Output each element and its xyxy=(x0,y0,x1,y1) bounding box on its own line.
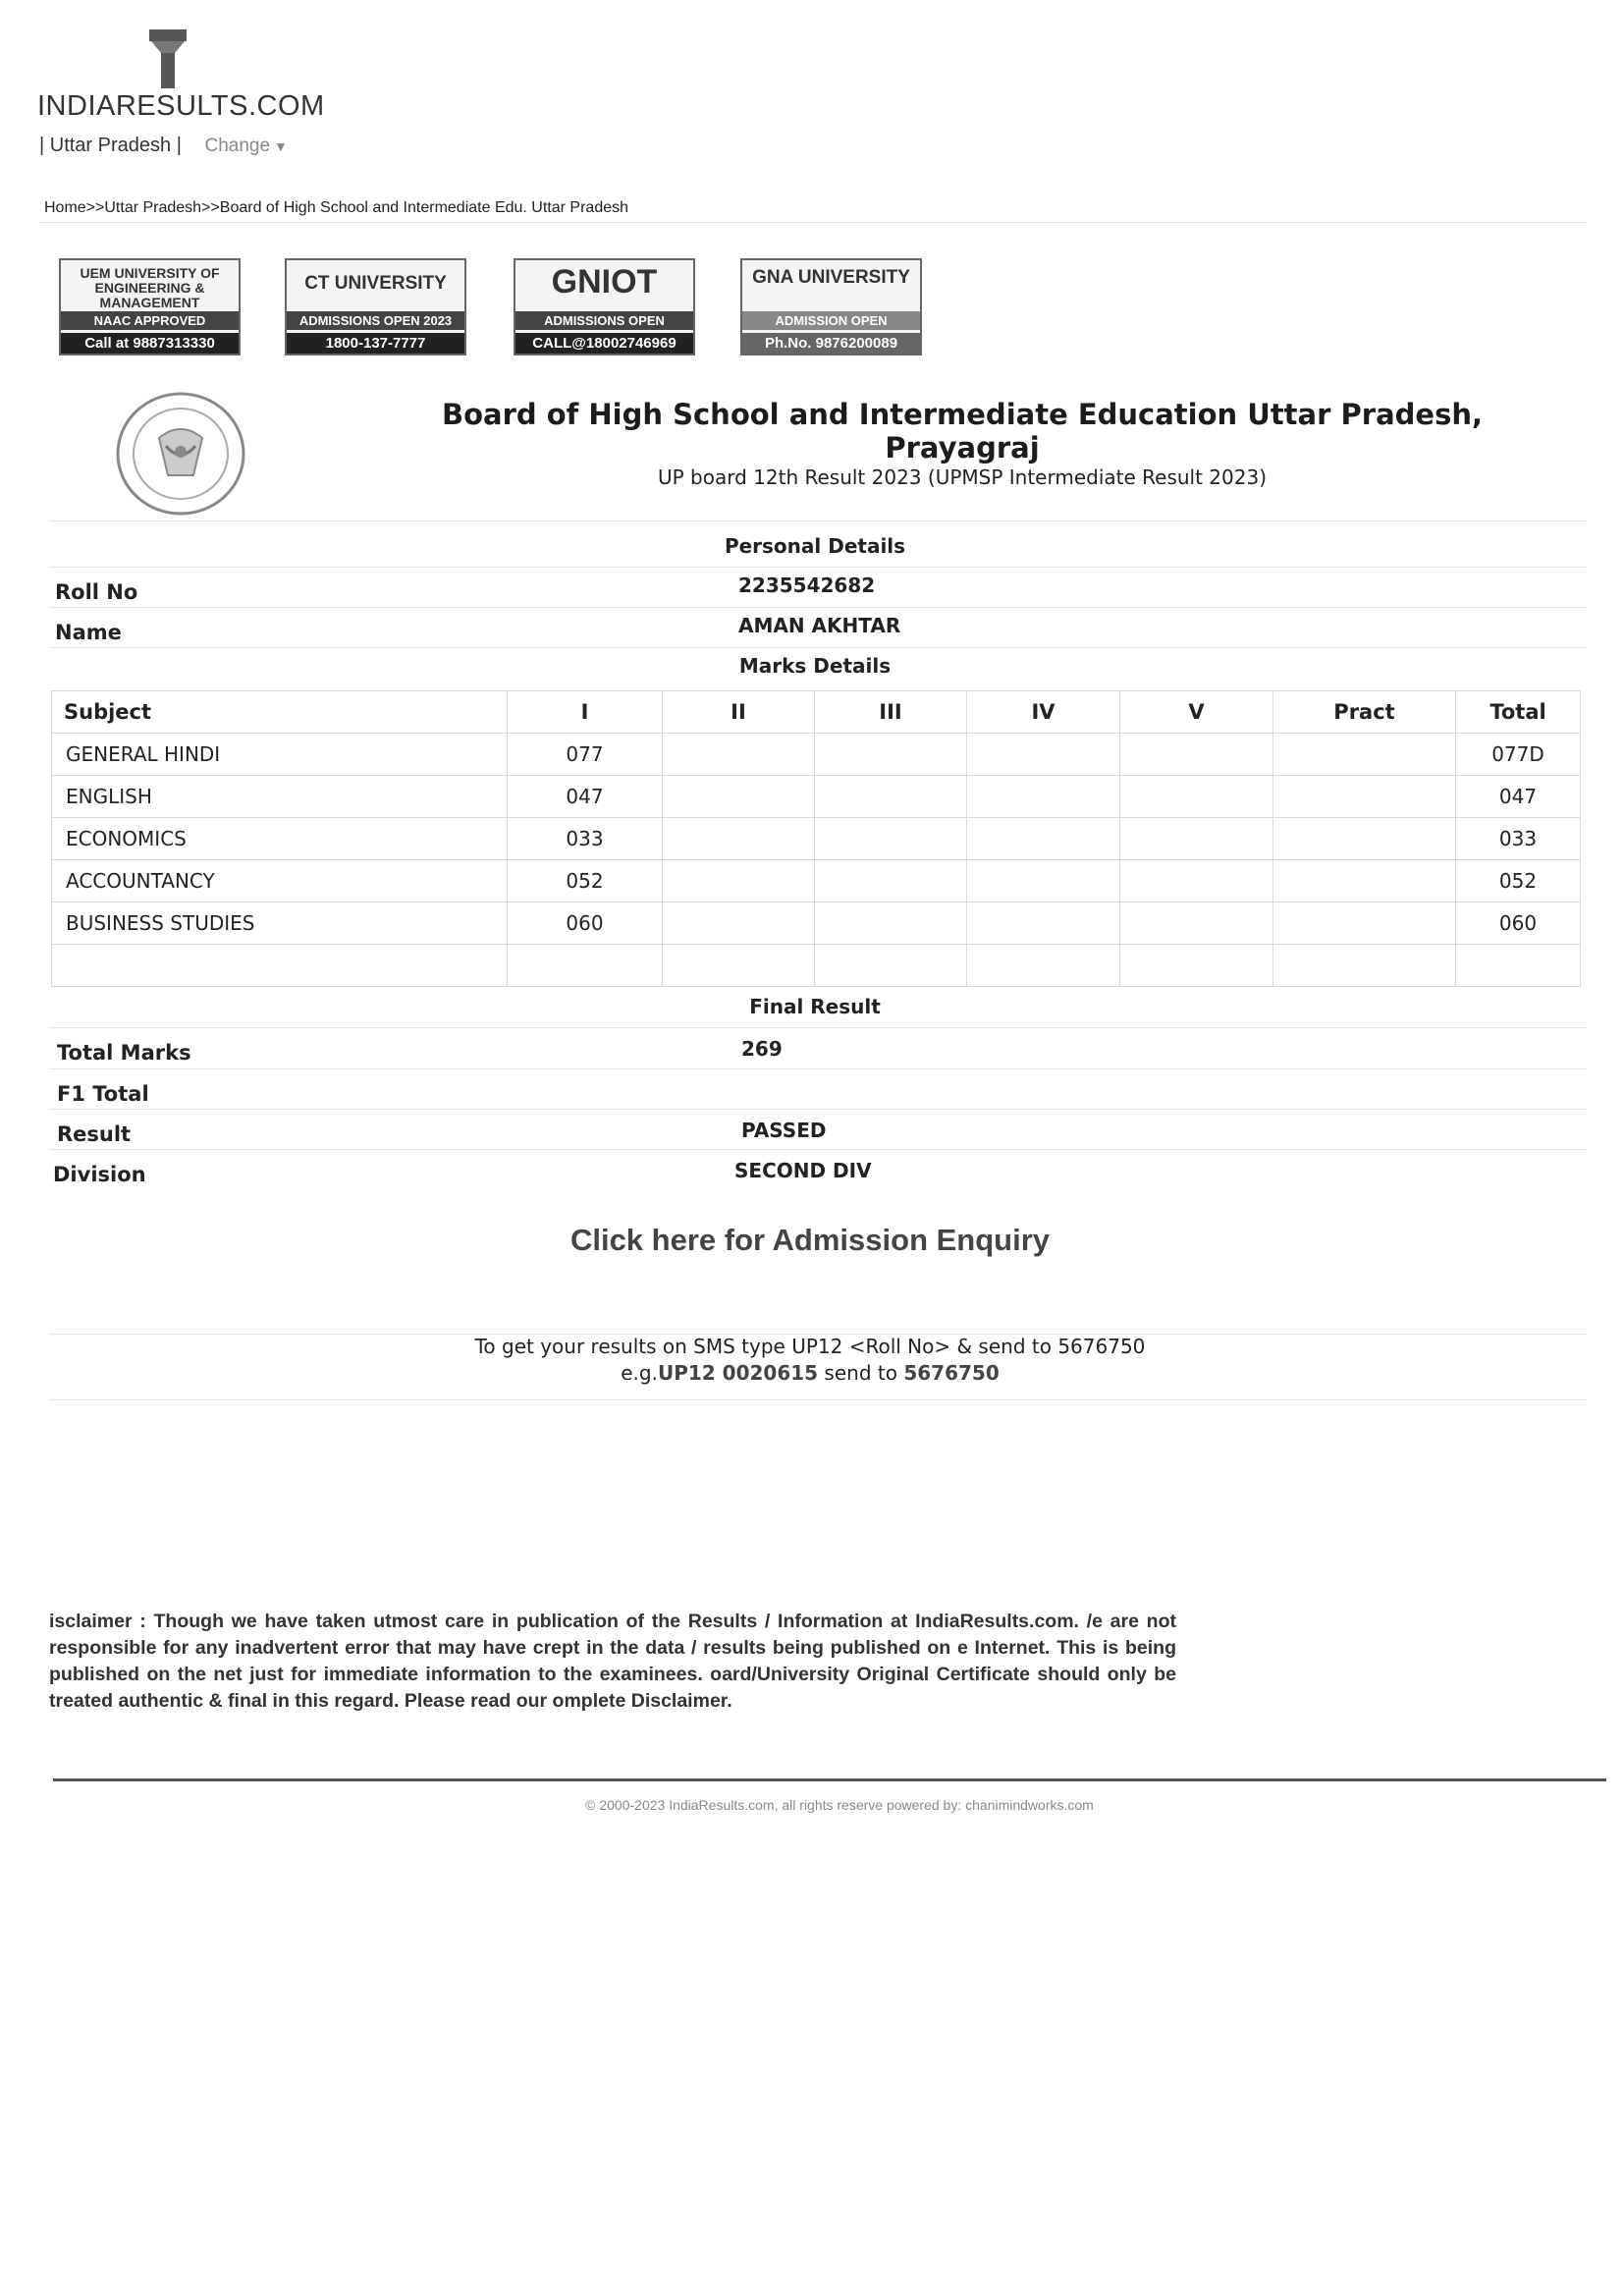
divider xyxy=(49,607,1587,608)
total-cell: 033 xyxy=(1456,818,1581,860)
chevron-down-icon[interactable]: ▼ xyxy=(274,138,288,154)
ad-banner-ct-university[interactable]: CT UNIVERSITY ADMISSIONS OPEN 2023 1800-137-7777 xyxy=(285,258,466,355)
ad-banner-gniot[interactable]: GNIOT ADMISSIONS OPEN CALL@18002746969 xyxy=(514,258,695,355)
admission-enquiry-link[interactable]: Click here for Admission Enquiry xyxy=(569,1223,1051,1257)
divider xyxy=(49,1109,1587,1110)
divider xyxy=(49,1399,1587,1400)
table-row xyxy=(52,902,1581,945)
total-cell: 047 xyxy=(1456,776,1581,818)
column-header: Subject xyxy=(52,691,508,734)
state-label: | Uttar Pradesh | xyxy=(39,135,182,156)
ad-banner-gna-university[interactable]: GNA UNIVERSITY ADMISSION OPEN Ph.No. 9876200089 xyxy=(740,258,922,355)
roll-no-label: Roll No xyxy=(55,580,138,604)
column-header: III xyxy=(815,691,967,734)
column-header: Total xyxy=(1456,691,1581,734)
table-row xyxy=(52,734,1581,776)
subject-cell: BUSINESS STUDIES xyxy=(52,902,508,945)
division-value: SECOND DIV xyxy=(734,1159,872,1182)
table-row xyxy=(52,860,1581,902)
divider xyxy=(49,1027,1587,1028)
name-value: AMAN AKHTAR xyxy=(738,614,901,637)
marks-cell: 077 xyxy=(508,734,663,776)
total-cell: 077D xyxy=(1456,734,1581,776)
up-government-emblem-icon xyxy=(115,391,246,517)
marks-cell: 060 xyxy=(508,902,663,945)
marks-cell: 047 xyxy=(508,776,663,818)
roll-no-value: 2235542682 xyxy=(738,574,876,597)
subject-cell: ACCOUNTANCY xyxy=(52,860,508,902)
page-subtitle: UP board 12th Result 2023 (UPMSP Intermediate Result 2023) xyxy=(657,465,1268,489)
disclaimer-text: isclaimer : Though we have taken utmost care in publication of the Results / Information at IndiaResults.com. /e are not responsible for any inadvertent error that may have crept in the data / results being published on e Internet. This is being published on the net just for immediate information to the examinees. oard/University Original Certificate should only be treated authentic & final in this regard. Please read our omplete Disclaimer. xyxy=(49,1611,1176,1712)
subject-cell: ENGLISH xyxy=(52,776,508,818)
total-marks-label: Total Marks xyxy=(57,1041,191,1065)
sms-instructions: To get your results on SMS type UP12 <Roll No> & send to 5676750 xyxy=(474,1335,1146,1358)
table-row xyxy=(52,818,1581,860)
table-row xyxy=(52,945,1581,987)
divider xyxy=(49,520,1587,521)
column-header: IV xyxy=(967,691,1120,734)
column-header: II xyxy=(663,691,815,734)
table-header-row xyxy=(52,691,1581,734)
sms-example: e.g.UP12 0020615 send to 5676750 xyxy=(621,1361,1000,1385)
breadcrumb[interactable]: Home>>Uttar Pradesh>>Board of High School and Intermediate Edu. Uttar Pradesh xyxy=(44,199,629,216)
division-label: Division xyxy=(53,1163,146,1186)
subject-cell: GENERAL HINDI xyxy=(52,734,508,776)
total-cell: 060 xyxy=(1456,902,1581,945)
divider xyxy=(49,1068,1587,1069)
page-title: Board of High School and Intermediate Education Uttar Pradesh, Prayagraj xyxy=(442,398,1483,465)
marks-table xyxy=(51,690,1581,987)
name-label: Name xyxy=(55,621,122,644)
footer-divider xyxy=(53,1778,1606,1781)
ad-banner-uem[interactable]: UEM UNIVERSITY OF ENGINEERING & MANAGEMENT NAAC APPROVED Call at 9887313330 xyxy=(59,258,241,355)
subject-cell: ECONOMICS xyxy=(52,818,508,860)
column-header: Pract xyxy=(1273,691,1456,734)
divider xyxy=(49,1149,1587,1150)
marks-details-heading: Marks Details xyxy=(738,654,892,678)
divider xyxy=(39,222,1586,223)
result-value: PASSED xyxy=(741,1119,827,1142)
change-state-link[interactable]: Change xyxy=(204,136,271,156)
state-selector xyxy=(39,135,288,157)
divider xyxy=(49,647,1587,648)
table-row xyxy=(52,776,1581,818)
footer-copyright: © 2000-2023 IndiaResults.com, all rights reserve powered by: chanimindworks.com xyxy=(585,1797,1094,1813)
indiaresults-logo-icon xyxy=(145,29,190,88)
personal-details-heading: Personal Details xyxy=(724,534,906,558)
total-cell: 052 xyxy=(1456,860,1581,902)
marks-cell: 052 xyxy=(508,860,663,902)
final-result-heading: Final Result xyxy=(749,995,881,1018)
site-logo-text[interactable]: INDIARESULTS.COM xyxy=(37,90,325,122)
result-label: Result xyxy=(57,1122,132,1146)
column-header: I xyxy=(508,691,663,734)
marks-cell: 033 xyxy=(508,818,663,860)
column-header: V xyxy=(1120,691,1273,734)
divider xyxy=(49,567,1587,568)
f1-total-label: F1 Total xyxy=(57,1082,149,1106)
total-marks-value: 269 xyxy=(741,1037,783,1061)
